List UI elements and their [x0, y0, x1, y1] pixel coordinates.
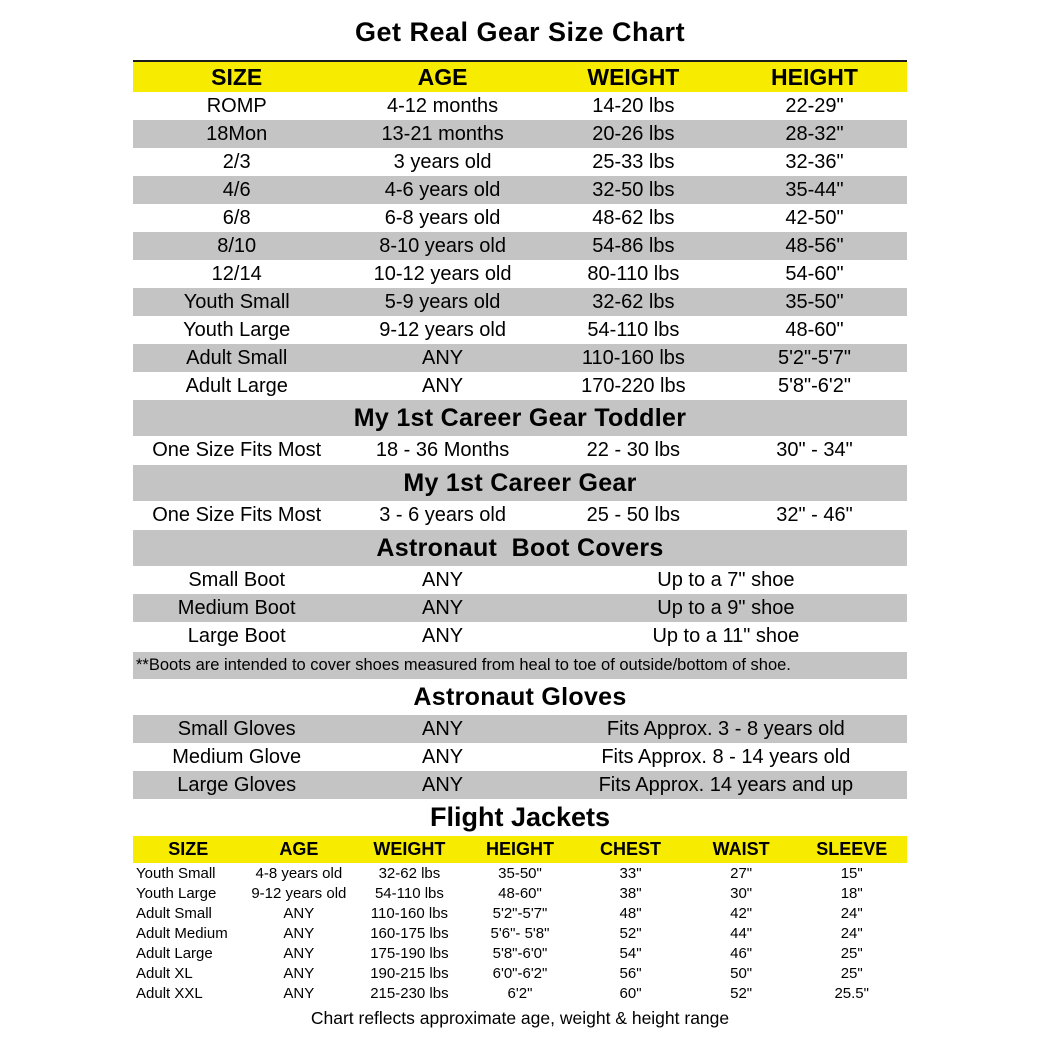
- waist-cell: 42": [730, 904, 753, 922]
- sleeve-cell: 25": [840, 964, 863, 982]
- height-cell: 30" - 34": [776, 439, 853, 461]
- age-cell: ANY: [422, 624, 464, 647]
- table-row: [133, 344, 907, 372]
- chest-cell: 56": [619, 964, 642, 982]
- footer-disclaimer: Chart reflects approximate age, weight & height range: [310, 1008, 730, 1028]
- table-row: [133, 92, 907, 120]
- waist-cell: 52": [730, 984, 753, 1002]
- age-cell: ANY: [283, 904, 315, 922]
- size-cell: Adult Large: [136, 944, 213, 962]
- age-cell: 6-8 years old: [384, 206, 501, 229]
- table-row: [133, 316, 907, 344]
- weight-cell: 160-175 lbs: [370, 924, 449, 942]
- age-cell: ANY: [422, 745, 464, 768]
- size-cell: Adult Large: [185, 374, 288, 397]
- column-header-size: SIZE: [168, 839, 209, 859]
- weight-cell: 25 - 50 lbs: [586, 504, 681, 526]
- column-header-size: SIZE: [211, 63, 263, 90]
- column-header-sleeve: SLEEVE: [816, 839, 888, 859]
- height-cell: 6'2": [507, 984, 533, 1002]
- fit-cell: Fits Approx. 8 - 14 years old: [601, 745, 851, 768]
- age-cell: ANY: [283, 944, 315, 962]
- size-cell: Medium Glove: [172, 745, 302, 768]
- age-cell: ANY: [422, 773, 464, 796]
- height-cell: 48-60": [785, 318, 844, 341]
- weight-cell: 48-62 lbs: [592, 206, 675, 229]
- weight-cell: 54-110 lbs: [374, 884, 444, 902]
- size-cell: Small Gloves: [177, 717, 296, 740]
- weight-cell: 20-26 lbs: [592, 122, 675, 145]
- height-cell: 28-32": [785, 122, 844, 145]
- weight-cell: 14-20 lbs: [592, 94, 675, 117]
- height-cell: 5'8"-6'2": [777, 374, 851, 397]
- size-cell: 2/3: [222, 150, 251, 173]
- table-row: [133, 594, 907, 622]
- table-row: [133, 176, 907, 204]
- table-row: [133, 148, 907, 176]
- sleeve-cell: 24": [840, 904, 863, 922]
- column-header-waist: WAIST: [712, 839, 770, 859]
- waist-cell: 50": [730, 964, 753, 982]
- age-cell: 5-9 years old: [384, 290, 501, 313]
- age-cell: ANY: [422, 346, 464, 369]
- chest-cell: 60": [619, 984, 642, 1002]
- age-cell: 10-12 years old: [373, 262, 512, 285]
- size-cell: 18Mon: [206, 122, 268, 145]
- gloves-section-title: Astronaut Gloves: [133, 679, 907, 715]
- size-cell: Adult Small: [136, 904, 212, 922]
- size-cell: Youth Large: [136, 884, 217, 902]
- fit-cell: Fits Approx. 3 - 8 years old: [606, 717, 845, 740]
- table-row: [133, 943, 907, 963]
- height-cell: 5'2"-5'7": [492, 904, 548, 922]
- boots-note: **Boots are intended to cover shoes measured from heal to toe of outside/bottom of shoe.: [133, 652, 907, 679]
- age-cell: ANY: [422, 374, 464, 397]
- table-row: [133, 204, 907, 232]
- size-cell: 6/8: [222, 206, 251, 229]
- table-row: [133, 566, 907, 594]
- height-cell: 35-44": [785, 178, 844, 201]
- weight-cell: 32-62 lbs: [378, 864, 441, 882]
- table-row: [133, 715, 907, 743]
- table-row: [133, 120, 907, 148]
- height-cell: 5'2"-5'7": [777, 346, 851, 369]
- table-row: [133, 260, 907, 288]
- size-cell: Youth Small: [183, 290, 290, 313]
- chest-cell: 38": [619, 884, 642, 902]
- height-cell: 48-60": [498, 884, 542, 902]
- waist-cell: 46": [730, 944, 753, 962]
- age-cell: 9-12 years old: [379, 318, 506, 341]
- weight-cell: 54-86 lbs: [592, 234, 675, 257]
- sleeve-cell: 15": [840, 864, 863, 882]
- table-row: [133, 232, 907, 260]
- table-row: [133, 883, 907, 903]
- height-cell: 35-50": [498, 864, 542, 882]
- age-cell: 4-8 years old: [255, 864, 343, 882]
- column-header-height: HEIGHT: [485, 839, 554, 859]
- column-header-weight: WEIGHT: [587, 63, 680, 90]
- height-cell: 5'6"- 5'8": [490, 924, 550, 942]
- age-cell: 3 - 6 years old: [379, 504, 506, 526]
- size-cell: Adult XL: [136, 964, 193, 982]
- height-cell: 32-36": [785, 150, 844, 173]
- size-cell: 8/10: [217, 234, 257, 257]
- age-cell: 3 years old: [393, 150, 492, 173]
- height-cell: 32" - 46": [776, 504, 853, 526]
- table-row: [133, 863, 907, 883]
- sleeve-cell: 24": [840, 924, 863, 942]
- weight-cell: 32-62 lbs: [592, 290, 675, 313]
- column-header-age: AGE: [279, 839, 319, 859]
- size-cell: ROMP: [206, 94, 267, 117]
- column-header-chest: CHEST: [600, 839, 662, 859]
- height-cell: 54-60": [785, 262, 844, 285]
- height-cell: 42-50": [785, 206, 844, 229]
- weight-cell: 22 - 30 lbs: [586, 439, 681, 461]
- age-cell: ANY: [422, 717, 464, 740]
- height-cell: 48-56": [785, 234, 844, 257]
- sleeve-cell: 25": [840, 944, 863, 962]
- weight-cell: 32-50 lbs: [592, 178, 675, 201]
- size-cell: 4/6: [222, 178, 251, 201]
- column-header-height: HEIGHT: [771, 63, 858, 90]
- age-cell: 8-10 years old: [379, 234, 506, 257]
- size-cell: Large Boot: [187, 624, 286, 647]
- jackets-table: [133, 836, 907, 1003]
- chest-cell: 33": [619, 864, 642, 882]
- table-row: [133, 288, 907, 316]
- age-cell: 4-6 years old: [384, 178, 501, 201]
- size-cell: 12/14: [211, 262, 262, 285]
- boots-section-title: Astronaut Boot Covers: [133, 530, 907, 566]
- waist-cell: 44": [730, 924, 753, 942]
- height-cell: 6'0"-6'2": [492, 964, 548, 982]
- size-cell: Large Gloves: [177, 773, 297, 796]
- toddler-section-title: My 1st Career Gear Toddler: [133, 400, 907, 436]
- fit-cell: Up to a 11" shoe: [652, 624, 800, 647]
- age-cell: 9-12 years old: [251, 884, 347, 902]
- waist-cell: 30": [730, 884, 753, 902]
- age-cell: ANY: [283, 924, 315, 942]
- weight-cell: 54-110 lbs: [587, 318, 680, 341]
- age-cell: ANY: [422, 568, 464, 591]
- table-row: [133, 622, 907, 650]
- height-cell: 22-29": [785, 94, 844, 117]
- table-row: [133, 903, 907, 923]
- gloves-section-body: [133, 715, 907, 799]
- jackets-header-row: [133, 836, 907, 863]
- sleeve-cell: 25.5": [834, 984, 869, 1002]
- size-cell: Adult XXL: [136, 984, 203, 1002]
- fit-cell: Up to a 7" shoe: [657, 568, 795, 591]
- height-cell: 5'8"-6'0": [492, 944, 548, 962]
- chest-cell: 54": [619, 944, 642, 962]
- table-row: [133, 963, 907, 983]
- size-cell: Youth Large: [183, 318, 291, 341]
- size-cell: One Size Fits Most: [152, 504, 322, 526]
- weight-cell: 25-33 lbs: [592, 150, 675, 173]
- height-cell: 35-50": [785, 290, 844, 313]
- size-cell: Adult Small: [186, 346, 288, 369]
- main-table-body: [133, 92, 907, 400]
- size-cell: Medium Boot: [177, 596, 296, 619]
- size-cell: Adult Medium: [136, 924, 228, 942]
- career-section-row: [133, 501, 907, 530]
- age-cell: 18 - 36 Months: [375, 439, 510, 461]
- size-cell: Small Boot: [188, 568, 286, 591]
- jackets-section-title: Flight Jackets: [133, 799, 907, 836]
- jackets-table-body: [133, 863, 907, 1003]
- weight-cell: 190-215 lbs: [370, 964, 449, 982]
- career-section-title: My 1st Career Gear: [133, 465, 907, 501]
- fit-cell: Fits Approx. 14 years and up: [598, 773, 854, 796]
- column-header-age: AGE: [417, 63, 468, 90]
- sleeve-cell: 18": [840, 884, 863, 902]
- age-cell: ANY: [283, 964, 315, 982]
- size-cell: One Size Fits Most: [152, 439, 322, 461]
- age-cell: ANY: [283, 984, 315, 1002]
- weight-cell: 110-160 lbs: [370, 904, 449, 922]
- table-row: [133, 771, 907, 799]
- weight-cell: 80-110 lbs: [587, 262, 680, 285]
- toddler-section-row: [133, 436, 907, 465]
- weight-cell: 110-160 lbs: [581, 346, 685, 369]
- age-cell: ANY: [422, 596, 464, 619]
- main-table-header-row: [133, 60, 907, 92]
- table-row: [133, 923, 907, 943]
- waist-cell: 27": [730, 864, 753, 882]
- table-row: [133, 372, 907, 400]
- chest-cell: 48": [619, 904, 642, 922]
- page-title: Get Real Gear Size Chart: [354, 17, 686, 47]
- table-row: [133, 743, 907, 771]
- fit-cell: Up to a 9" shoe: [657, 596, 795, 619]
- weight-cell: 215-230 lbs: [370, 984, 449, 1002]
- weight-cell: 175-190 lbs: [370, 944, 449, 962]
- chest-cell: 52": [619, 924, 642, 942]
- table-row: [133, 983, 907, 1003]
- column-header-weight: WEIGHT: [373, 839, 446, 859]
- age-cell: 13-21 months: [381, 122, 504, 145]
- size-chart-table: [133, 60, 907, 1003]
- age-cell: 4-12 months: [387, 94, 499, 117]
- boots-section-body: [133, 566, 907, 650]
- size-cell: Youth Small: [136, 864, 216, 882]
- weight-cell: 170-220 lbs: [581, 374, 686, 397]
